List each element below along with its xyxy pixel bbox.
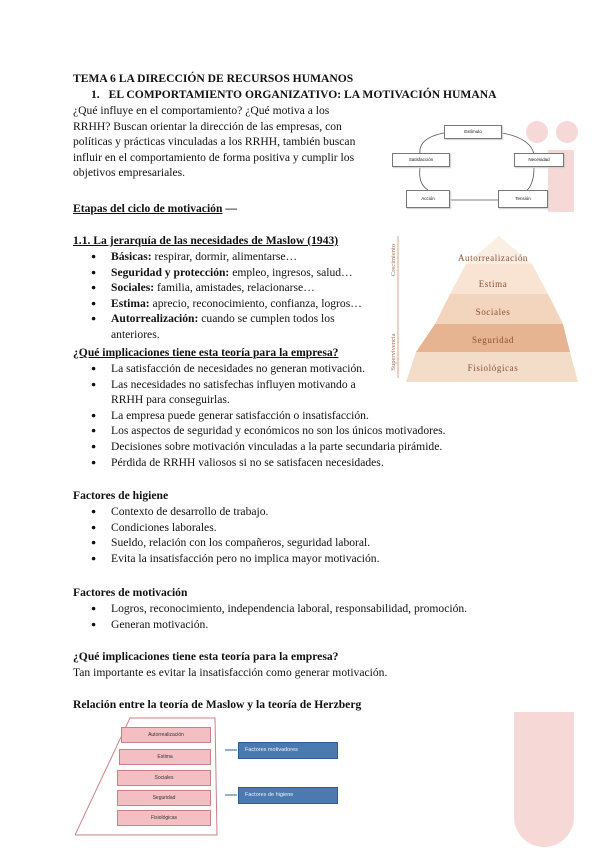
pyramid-level-seguridad: Seguridad [472, 335, 514, 345]
list-item: ● Autorrealización: cuando se cumplen todos los anteriores. [89, 311, 369, 342]
motivation-list [89, 601, 519, 632]
pyramid-level-autorrealizacion: Autorrealización [457, 253, 529, 263]
cycle-heading-suffix: — [222, 202, 237, 215]
list-item: ● Seguridad y protección: empleo, ingresos, salud… [89, 265, 379, 281]
cycle-node-estimulo: Estímulo [444, 125, 502, 139]
implications-heading: ¿Qué implicaciones tiene esta teoría para la empresa? [73, 346, 339, 359]
intro-line: ¿Qué influye en el comportamiento? ¿Qué motiva a los [73, 104, 330, 117]
intro-line: influir en el comportamiento de forma positiva y cumplir los [73, 150, 355, 164]
list-item: ● Evita la insatisfacción pero no implica mayor motivación. [89, 551, 489, 567]
intro-line: RRHH? Buscan orientar la dirección de las empresas, con [73, 119, 342, 133]
herzberg-step-sociales: Sociales [117, 770, 211, 786]
section-title: EL COMPORTAMIENTO ORGANIZATIVO: LA MOTIVACIÓN HUMANA [108, 88, 497, 101]
relation-heading: Relación entre la teoría de Maslow y la teoría de Herzberg [73, 698, 362, 711]
pyramid-side-label-top: Crecimiento [390, 243, 397, 277]
list-item: ● Logros, reconocimiento, independencia laboral, responsabilidad, promoción. [89, 601, 519, 617]
cycle-node-necesidad: Necesidad [514, 153, 564, 167]
list-item: ● Pérdida de RRHH valiosos si no se satisfacen necesidades. [89, 455, 489, 471]
hygiene-heading: Factores de higiene [73, 489, 169, 502]
cycle-heading [73, 201, 237, 217]
implications-list [89, 361, 489, 470]
list-item: ● Decisiones sobre motivación vinculadas a la parte secundaria pirámide. [89, 439, 489, 455]
maslow-heading: 1.1. La jerarquía de las necesidades de Maslow (1943) [73, 234, 339, 247]
document-title: TEMA 6 LA DIRECCIÓN DE RECURSOS HUMANOS [73, 72, 354, 85]
motivation-cycle-diagram [388, 118, 578, 214]
list-item: ● Condiciones laborales. [89, 520, 489, 536]
cycle-heading-label: Etapas del ciclo de motivación [73, 202, 223, 215]
list-item: ● Generan motivación. [89, 617, 519, 633]
list-item: ● Las necesidades no satisfechas influyen motivando a RRHH para conseguirlas. [89, 377, 379, 408]
pyramid-level-estima: Estima [478, 279, 508, 289]
implications-heading-2: ¿Qué implicaciones tiene esta teoría para la empresa? [73, 650, 339, 663]
herzberg-relation-diagram [75, 715, 365, 840]
pyramid-level-sociales: Sociales [475, 307, 511, 317]
list-item: ● Sociales: familia, amistades, relacionarse… [89, 280, 379, 296]
list-item: ● La satisfacción de necesidades no generan motivación. [89, 361, 489, 377]
section-heading [91, 87, 497, 103]
pyramid-side-label-bottom: Supervivencia [390, 333, 397, 371]
cycle-node-satisfaccion: Satisfacción [392, 153, 450, 167]
herzberg-step-autorrealizacion: Autorrealización [121, 727, 211, 743]
maslow-list [89, 249, 379, 343]
implications-text-2: Tan importante es evitar la insatisfacción como generar motivación. [73, 666, 388, 679]
herzberg-box-hygiene: Factores de higiene [238, 787, 338, 804]
cycle-node-accion: Acción [406, 190, 450, 208]
motivation-heading: Factores de motivación [73, 586, 188, 599]
intro-paragraph [73, 103, 373, 181]
herzberg-box-motivators: Factores motivadores [238, 742, 338, 759]
list-item: ● Estima: aprecio, reconocimiento, confianza, logros… [89, 296, 379, 312]
section-number: 1. [91, 88, 100, 101]
watermark-shape-bottom [514, 712, 574, 847]
list-item: ● La empresa puede generar satisfacción o insatisfacción. [89, 408, 489, 424]
pyramid-level-fisiologicas: Fisiológicas [467, 363, 519, 373]
cycle-node-tension: Tensión [498, 190, 548, 208]
list-item: ● Básicas: respirar, dormir, alimentarse… [89, 249, 379, 265]
herzberg-step-fisiologicas: Fisiológicas [117, 810, 211, 826]
herzberg-step-seguridad: Seguridad [117, 790, 211, 806]
list-item: ● Los aspectos de seguridad y económicos no son los únicos motivadores. [89, 423, 489, 439]
list-item: ● Contexto de desarrollo de trabajo. [89, 504, 489, 520]
hygiene-list [89, 504, 489, 566]
intro-line: políticas y prácticas vinculadas a los RRHH, también buscan [73, 135, 356, 149]
list-item: ● Sueldo, relación con los compañeros, seguridad laboral. [89, 535, 489, 551]
herzberg-step-estima: Estima [119, 749, 211, 765]
intro-line: objetivos empresariales. [73, 166, 186, 180]
